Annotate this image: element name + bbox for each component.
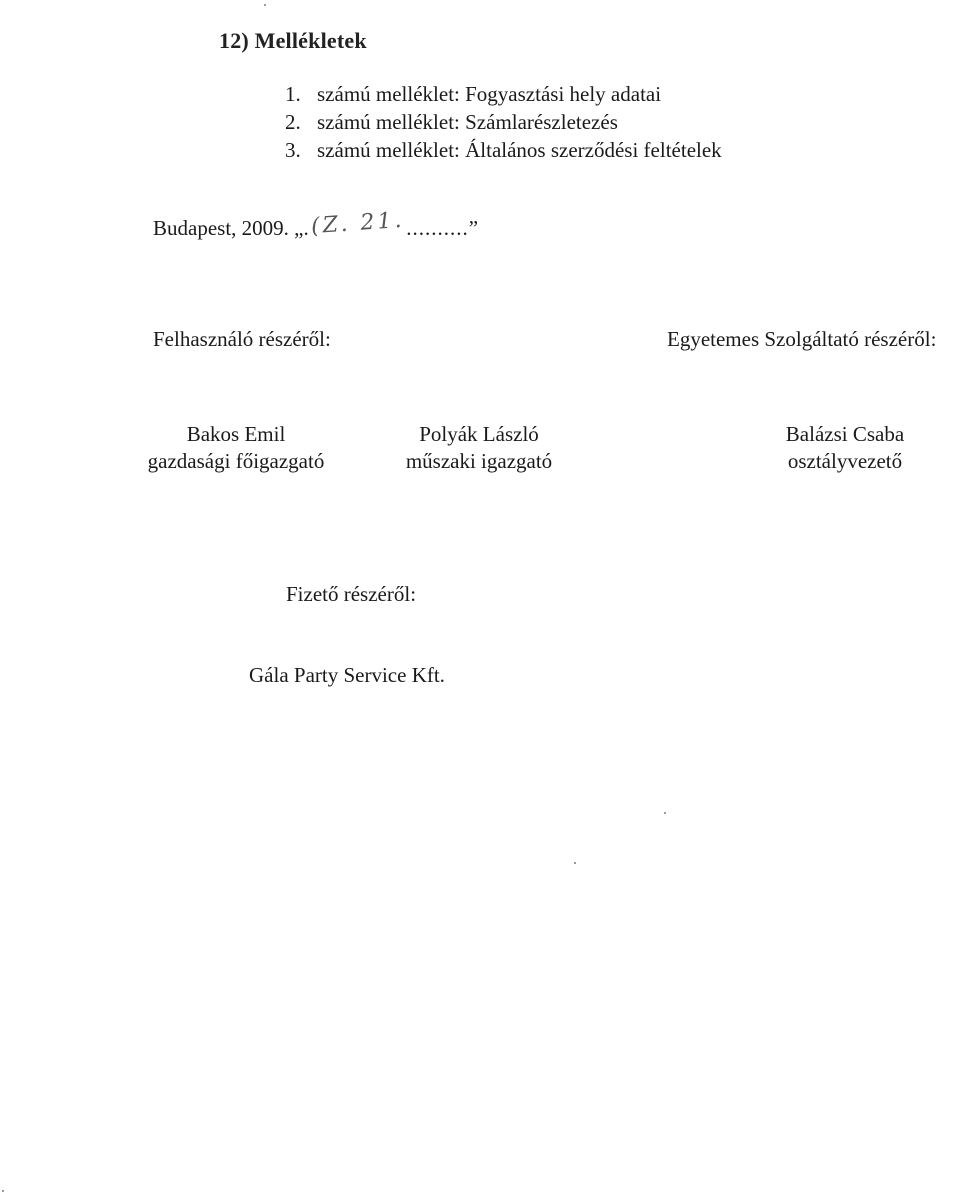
signer-name: Balázsi Csaba	[785, 422, 905, 446]
user-signature-label: Felhasználó részéről:	[153, 327, 331, 351]
signer-title: műszaki igazgató	[405, 449, 553, 473]
annex-item	[285, 80, 722, 108]
place-date-prefix: Budapest, 2009. „.	[153, 216, 309, 240]
handwritten-date: (Z. 21.	[309, 207, 405, 240]
place-date-suffix: ..........”	[406, 216, 480, 240]
payer-name: Gála Party Service Kft.	[249, 663, 445, 687]
annex-text: számú melléklet: Számlarészletezés	[317, 110, 618, 134]
signer-title: osztályvezető	[787, 449, 903, 473]
scan-speck	[574, 862, 576, 864]
signer-name: Bakos Emil	[186, 422, 286, 446]
annex-number: 3.	[285, 138, 301, 162]
signer-block	[786, 421, 904, 475]
provider-signature-label: Egyetemes Szolgáltató részéről:	[667, 327, 937, 351]
annex-number: 1.	[285, 82, 301, 106]
signer-title: gazdasági főigazgató	[147, 449, 325, 473]
annex-item	[285, 108, 722, 136]
place-and-date	[153, 207, 480, 241]
annex-item	[285, 136, 722, 164]
annex-list	[285, 80, 722, 164]
payer-signature-label: Fizető részéről:	[286, 582, 417, 606]
annex-text: számú melléklet: Általános szerződési feltételek	[317, 138, 722, 162]
annex-number: 2.	[285, 110, 301, 134]
signer-name: Polyák László	[419, 422, 539, 446]
signer-block	[148, 421, 325, 475]
scan-speck	[264, 4, 266, 6]
scan-speck	[2, 1190, 4, 1192]
section-heading: 12) Mellékletek	[219, 28, 367, 53]
annex-text: számú melléklet: Fogyasztási hely adatai	[317, 82, 662, 106]
signer-block	[406, 421, 552, 475]
scan-speck	[664, 812, 666, 814]
